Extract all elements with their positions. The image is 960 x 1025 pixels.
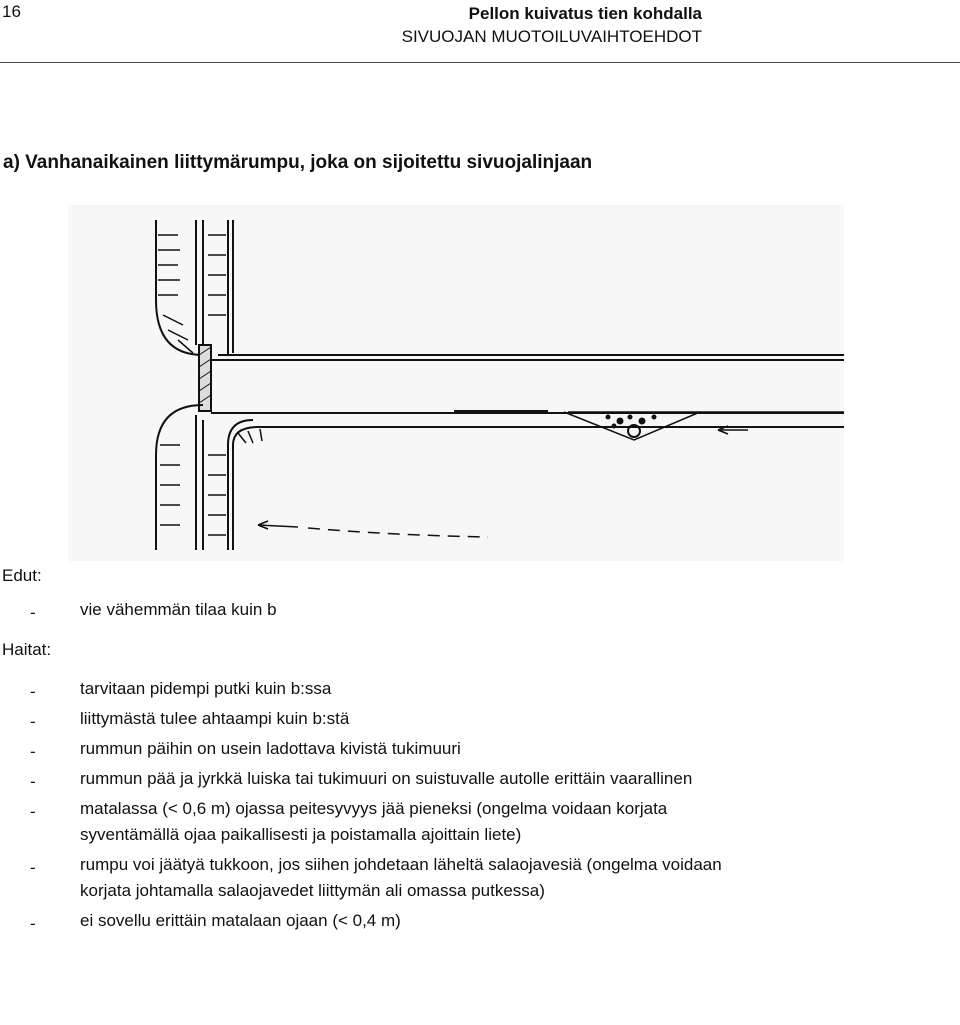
disadvantage-text: rumpu voi jäätyä tukkoon, jos siihen johdetaan läheltä salaojavesiä (ongelma voidaan korjata johtamalla salaojavedet liittymän ali omassa putkessa) — [80, 855, 722, 900]
disadvantage-text: liittymästä tulee ahtaampi kuin b:stä — [80, 709, 350, 728]
list-item — [30, 796, 730, 848]
disadvantages-label: Haitat: — [2, 640, 52, 659]
bullet-dash: - — [30, 858, 36, 877]
running-head — [402, 2, 702, 48]
disadvantage-text: rummun pää ja jyrkkä luiska tai tukimuuri on suistuvalle autolle erittäin vaarallinen — [80, 769, 693, 788]
list-item — [30, 766, 730, 792]
section-title: a) Vanhanaikainen liittymärumpu, joka on sijoitettu sivuojalinjaan — [3, 152, 593, 173]
bullet-dash: - — [30, 772, 36, 791]
bullet-dash: - — [30, 802, 36, 821]
advantages-list — [30, 597, 730, 627]
list-item — [30, 706, 730, 732]
culvert-diagram — [68, 205, 844, 561]
page-number: 16 — [2, 2, 21, 21]
list-item — [30, 676, 730, 702]
bullet-dash: - — [30, 682, 36, 701]
bullet-dash: - — [30, 712, 36, 731]
list-item — [30, 597, 730, 623]
advantages-label: Edut: — [2, 566, 42, 585]
list-item — [30, 736, 730, 762]
disadvantage-text: matalassa (< 0,6 m) ojassa peitesyvyys jää pieneksi (ongelma voidaan korjata syventämällä ojaa paikallisesti ja poistamalla ajoittain liete) — [80, 799, 668, 844]
disadvantages-list — [30, 676, 730, 938]
list-item — [30, 908, 730, 934]
running-head-subtitle: SIVUOJAN MUOTOILUVAIHTOEHDOT — [401, 27, 702, 46]
advantage-text: vie vähemmän tilaa kuin b — [80, 600, 277, 619]
list-item — [30, 852, 730, 904]
disadvantage-text: tarvitaan pidempi putki kuin b:ssa — [80, 679, 332, 698]
disadvantage-text: rummun päihin on usein ladottava kivistä tukimuuri — [80, 739, 461, 758]
header-rule — [0, 62, 960, 63]
bullet-dash: - — [30, 914, 36, 933]
bullet-dash: - — [30, 603, 36, 622]
bullet-dash: - — [30, 742, 36, 761]
disadvantage-text: ei sovellu erittäin matalaan ojaan (< 0,4 m) — [80, 911, 401, 930]
running-head-title: Pellon kuivatus tien kohdalla — [468, 4, 702, 23]
